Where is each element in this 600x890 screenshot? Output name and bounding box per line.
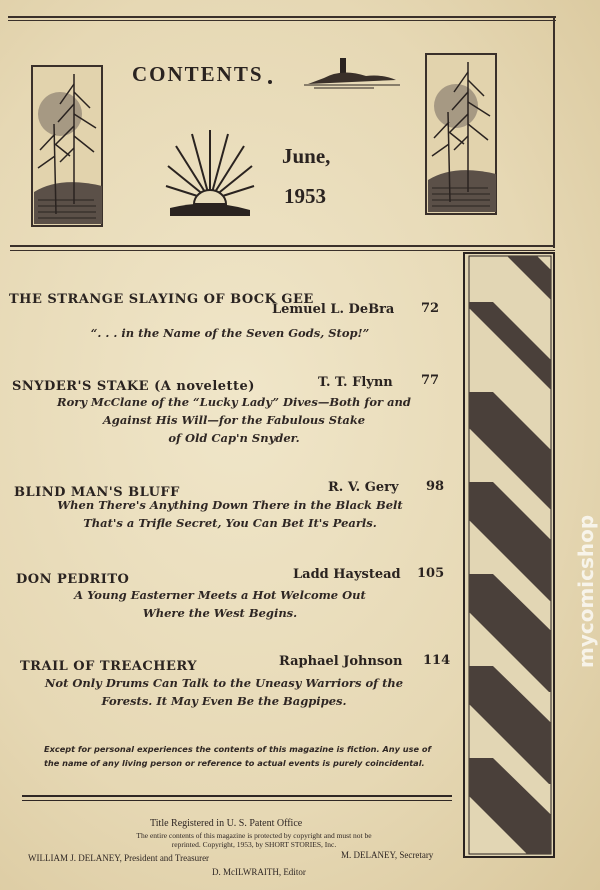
watermark-text: mycomicshop xyxy=(574,514,598,668)
copyright-notice: The entire contents of this magazine is protected by copyright and must not be reprinted. Copyright, 1953, by SHORT STORIES, Inc. xyxy=(136,831,372,849)
tree-illustration-left-icon xyxy=(30,64,106,230)
fiction-disclaimer: Except for personal experiences the contents of this magazine is fiction. Any use of the name of any living person or reference to actual events is purely coincidental. xyxy=(44,744,432,768)
story-page: 77 xyxy=(421,373,440,388)
header-frame-right-rule xyxy=(553,16,555,248)
footer-rule-thin xyxy=(22,800,452,801)
story-blurb-line: of Old Cap'n Snyder. xyxy=(168,431,300,445)
story-author: T. T. Flynn xyxy=(318,375,393,390)
story-author: Lemuel L. DeBra xyxy=(272,302,395,317)
story-author: R. V. Gery xyxy=(328,480,399,495)
story-page: 105 xyxy=(417,566,445,581)
sunrise-icon xyxy=(164,126,256,222)
header-frame-bottom-rule-thin xyxy=(10,250,555,251)
story-blurb-line: That's a Trifle Secret, You Can Bet It's Pearls. xyxy=(83,516,377,530)
story-blurb-line: Forests. It May Even Be the Bagpipes. xyxy=(101,694,347,708)
tree-illustration-right-icon xyxy=(424,52,500,218)
story-blurb-line: “. . . in the Name of the Seven Gods, Stop!” xyxy=(90,326,370,340)
story-blurb-line: Rory McClane of the “Lucky Lady” Dives—Both for and xyxy=(57,395,411,409)
story-title: BLIND MAN'S BLUFF xyxy=(14,485,180,500)
footer-rule-thick xyxy=(22,795,452,797)
header-frame-bottom-rule xyxy=(10,245,555,247)
story-blurb-line: Against His Will—for the Fabulous Stake xyxy=(102,413,366,427)
story-author: Ladd Haystead xyxy=(293,567,401,582)
header-frame-top-rule-thin xyxy=(8,20,556,21)
story-author: Raphael Johnson xyxy=(279,654,403,669)
lighthouse-island-icon xyxy=(304,54,402,90)
title-dot xyxy=(268,80,272,84)
header-frame-top-rule xyxy=(8,16,556,18)
secretary-credit: M. DELANEY, Secretary xyxy=(341,850,434,860)
president-credit: WILLIAM J. DELANEY, President and Treasurer xyxy=(28,853,210,863)
story-blurb-line: A Young Easterner Meets a Hot Welcome Out xyxy=(74,588,366,602)
trademark-notice: Title Registered in U. S. Patent Office xyxy=(150,818,303,829)
story-title: DON PEDRITO xyxy=(16,572,130,587)
issue-year: 1953 xyxy=(284,184,326,208)
story-title: SNYDER'S STAKE (A novelette) xyxy=(12,379,255,394)
issue-month: June, xyxy=(282,144,331,168)
striped-border-panel xyxy=(463,252,555,858)
editor-credit: D. McILWRAITH, Editor xyxy=(212,867,306,877)
story-page: 114 xyxy=(423,653,451,668)
story-blurb-line: Where the West Begins. xyxy=(142,606,298,620)
story-blurb-line: When There's Anything Down There in the Black Belt xyxy=(57,498,403,512)
contents-title: CONTENTS xyxy=(132,62,264,86)
story-title: THE STRANGE SLAYING OF BOCK GEE xyxy=(9,292,314,307)
story-page: 98 xyxy=(426,479,445,494)
story-title: TRAIL OF TREACHERY xyxy=(20,659,198,674)
story-page: 72 xyxy=(421,301,440,316)
story-blurb-line: Not Only Drums Can Talk to the Uneasy Warriors of the xyxy=(44,676,404,690)
